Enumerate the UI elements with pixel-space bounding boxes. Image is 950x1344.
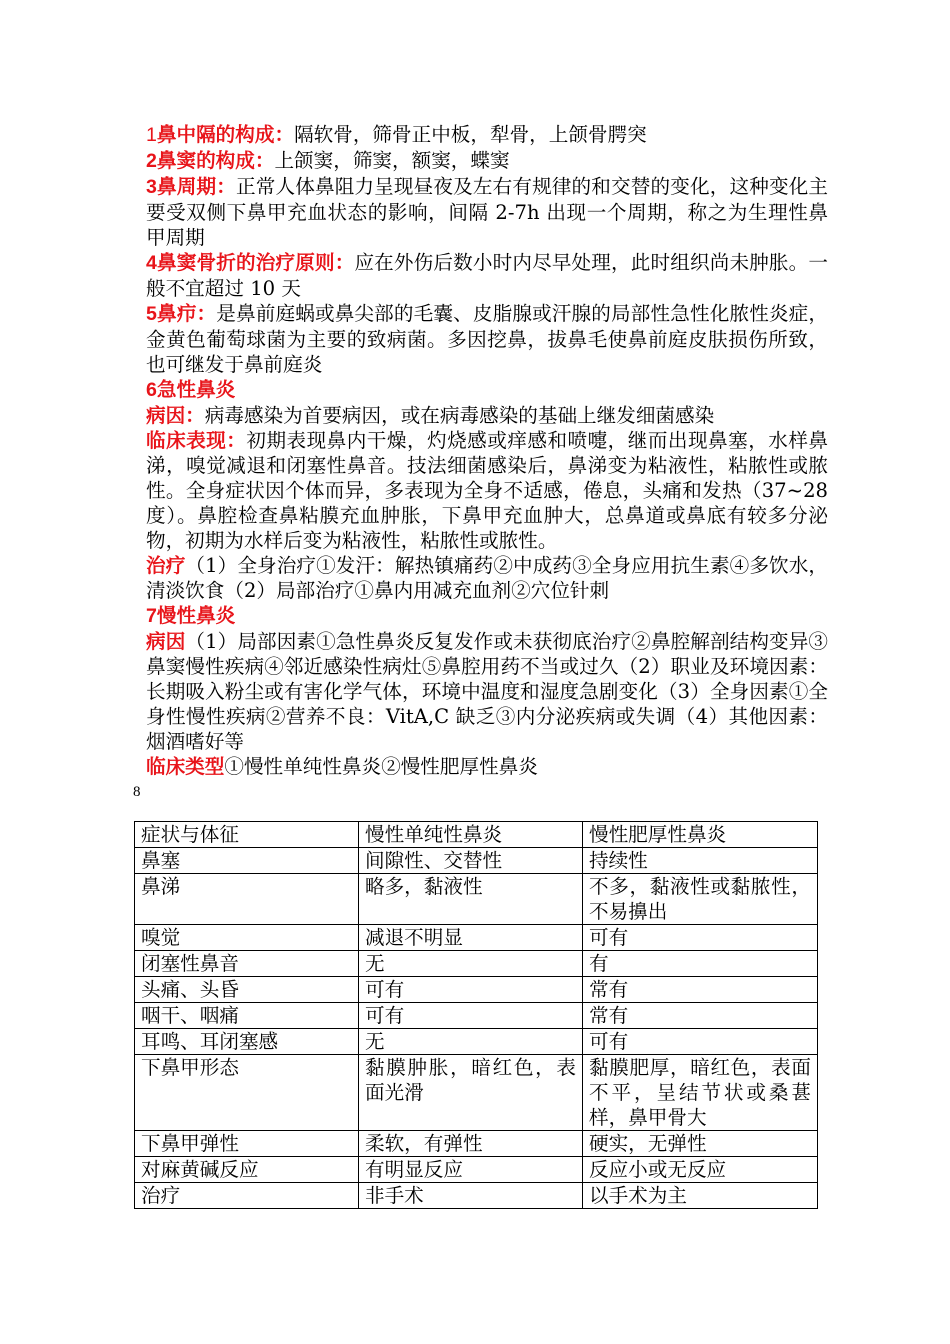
section-4-title: 鼻窦骨折的治疗原则： xyxy=(156,251,355,274)
table-cell: 间隙性、交替性 xyxy=(359,848,583,874)
section-1-body: 隔软骨，筛骨正中板，犁骨，上颌骨腭突 xyxy=(294,123,647,146)
table-cell: 非手术 xyxy=(359,1183,583,1209)
table-row xyxy=(135,1183,818,1209)
table-cell: 持续性 xyxy=(583,848,818,874)
table-row xyxy=(135,1003,818,1029)
table-cell: 嗅觉 xyxy=(135,925,359,951)
section-1 xyxy=(146,122,828,148)
section-8-number: 8 xyxy=(133,784,141,800)
section-4-body: 应在外伤后数小时内尽早处理，此时组织尚未肿胀。一般不宜超过 10 天 xyxy=(146,251,829,300)
table-cell: 下鼻甲形态 xyxy=(135,1055,359,1131)
section-5-body: 是鼻前庭蜗或鼻尖部的毛囊、皮脂腺或汗腺的局部性急性化脓性炎症，金黄色葡萄球菌为主要的致病菌。多因挖鼻，拔鼻毛使鼻前庭皮肤损伤所致，也可继发于鼻前庭炎 xyxy=(146,302,828,376)
table-cell: 反应小或无反应 xyxy=(583,1157,818,1183)
section-6-treatment xyxy=(146,553,828,603)
table-cell: 有明显反应 xyxy=(359,1157,583,1183)
section-6-heading xyxy=(146,377,828,403)
section-7-types xyxy=(146,754,828,779)
section-2-number: 2 xyxy=(146,150,157,172)
section-7-types-body: ①慢性单纯性鼻炎②慢性肥厚性鼻炎 xyxy=(224,755,538,778)
table-cell: 黏膜肿胀，暗红色，表面光滑 xyxy=(359,1055,583,1131)
section-5-number: 5 xyxy=(146,303,157,325)
table-cell: 可有 xyxy=(359,1003,583,1029)
section-7-cause-body: （1）局部因素①急性鼻炎反复发作或未获彻底治疗②鼻腔解剖结构变异③鼻窦慢性疾病④邻近感染性病灶⑤鼻腔用药不当或过久（2）职业及环境因素：长期吸入粉尘或有害化学气体，环境中温度和湿度急剧变化（3）全身因素①全身性慢性疾病②营养不良：VitA,C 缺乏③内分泌疾病或失调（4）其他因素：烟酒嗜好等 xyxy=(146,630,829,753)
section-3-title: 鼻周期： xyxy=(156,175,237,198)
section-6-cause-label: 病因： xyxy=(146,404,205,427)
table-cell: 可有 xyxy=(359,977,583,1003)
section-6-clinical-label: 临床表现： xyxy=(146,429,247,452)
table-header-cell: 慢性肥厚性鼻炎 xyxy=(583,822,818,848)
section-7-types-label: 临床类型 xyxy=(146,755,225,778)
section-3 xyxy=(146,174,828,250)
section-2-body: 上颌窦，筛窦，额窦，蝶窦 xyxy=(274,149,510,172)
section-6-treatment-label: 治疗 xyxy=(146,554,186,577)
section-6-clinical-body: 初期表现鼻内干燥，灼烧感或痒感和喷嚏，继而出现鼻塞，水样鼻涕，嗅觉减退和闭塞性鼻音。技法细菌感染后，鼻涕变为粘液性，粘脓性或脓性。全身症状因个体而异，多表现为全身不适感，倦息，头痛和发热（37~28 度）。鼻腔检查鼻粘膜充血肿胀，下鼻甲充血肿大，总鼻道或鼻底有较多分泌物，初期为水样后变为粘液性，粘脓性或脓性。 xyxy=(146,429,829,552)
table-cell: 治疗 xyxy=(135,1183,359,1209)
section-7-cause xyxy=(146,629,828,754)
table-row xyxy=(135,1029,818,1055)
table-cell: 黏膜肥厚，暗红色，表面不平，呈结节状或桑葚样，鼻甲骨大 xyxy=(583,1055,818,1131)
table-cell: 略多，黏液性 xyxy=(359,874,583,925)
section-6-number: 6 xyxy=(146,379,157,401)
table-cell: 常有 xyxy=(583,1003,818,1029)
table-row xyxy=(135,848,818,874)
table-cell: 闭塞性鼻音 xyxy=(135,951,359,977)
section-2-title: 鼻窦的构成： xyxy=(156,149,275,172)
section-5 xyxy=(146,301,828,377)
section-6-title: 急性鼻炎 xyxy=(156,378,236,401)
section-6-clinical xyxy=(146,428,828,553)
document-page xyxy=(133,122,829,802)
table-cell: 下鼻甲弹性 xyxy=(135,1131,359,1157)
section-6-cause xyxy=(146,403,828,428)
table-row xyxy=(135,925,818,951)
section-1-title: 鼻中隔的构成： xyxy=(156,123,295,146)
section-7-cause-label: 病因 xyxy=(146,630,186,653)
section-3-body: 正常人体鼻阻力呈现昼夜及左右有规律的和交替的变化，这种变化主要受双侧下鼻甲充血状态的影响，间隔 2-7h 出现一个周期，称之为生理性鼻甲周期 xyxy=(146,175,829,249)
section-4 xyxy=(146,250,828,301)
table-cell: 咽干、咽痛 xyxy=(135,1003,359,1029)
table-header-row xyxy=(135,822,818,848)
table-header-cell: 症状与体征 xyxy=(135,822,359,848)
table-cell: 鼻塞 xyxy=(135,848,359,874)
table-row xyxy=(135,1131,818,1157)
comparison-table-body xyxy=(135,822,818,1209)
table-cell: 可有 xyxy=(583,925,818,951)
section-1-number: 1 xyxy=(146,124,157,146)
table-row xyxy=(135,1055,818,1131)
table-cell: 耳鸣、耳闭塞感 xyxy=(135,1029,359,1055)
table-cell: 不多，黏液性或黏脓性，不易擤出 xyxy=(583,874,818,925)
table-cell: 减退不明显 xyxy=(359,925,583,951)
table-header-cell: 慢性单纯性鼻炎 xyxy=(359,822,583,848)
section-4-number: 4 xyxy=(146,252,157,274)
table-cell: 无 xyxy=(359,1029,583,1055)
section-7-heading xyxy=(146,603,828,629)
table-row xyxy=(135,1157,818,1183)
table-cell: 有 xyxy=(583,951,818,977)
section-3-number: 3 xyxy=(146,176,157,198)
table-cell: 以手术为主 xyxy=(583,1183,818,1209)
table-cell: 柔软，有弹性 xyxy=(359,1131,583,1157)
table-cell: 可有 xyxy=(583,1029,818,1055)
comparison-table xyxy=(134,821,818,1209)
table-row xyxy=(135,874,818,925)
section-7-title: 慢性鼻炎 xyxy=(156,604,236,627)
table-cell: 常有 xyxy=(583,977,818,1003)
section-7-number: 7 xyxy=(146,605,157,627)
section-5-title: 鼻疖： xyxy=(156,302,217,325)
section-2 xyxy=(146,148,828,174)
table-row xyxy=(135,977,818,1003)
table-cell: 鼻涕 xyxy=(135,874,359,925)
table-cell: 头痛、头昏 xyxy=(135,977,359,1003)
section-6-cause-body: 病毒感染为首要病因，或在病毒感染的基础上继发细菌感染 xyxy=(204,404,715,427)
table-row xyxy=(135,951,818,977)
table-cell: 无 xyxy=(359,951,583,977)
section-6-treatment-body: （1）全身治疗①发汗：解热镇痛药②中成药③全身应用抗生素④多饮水，清淡饮食（2）局部治疗①鼻内用减充血剂②穴位针刺 xyxy=(146,554,829,602)
table-cell: 对麻黄碱反应 xyxy=(135,1157,359,1183)
table-cell: 硬实，无弹性 xyxy=(583,1131,818,1157)
